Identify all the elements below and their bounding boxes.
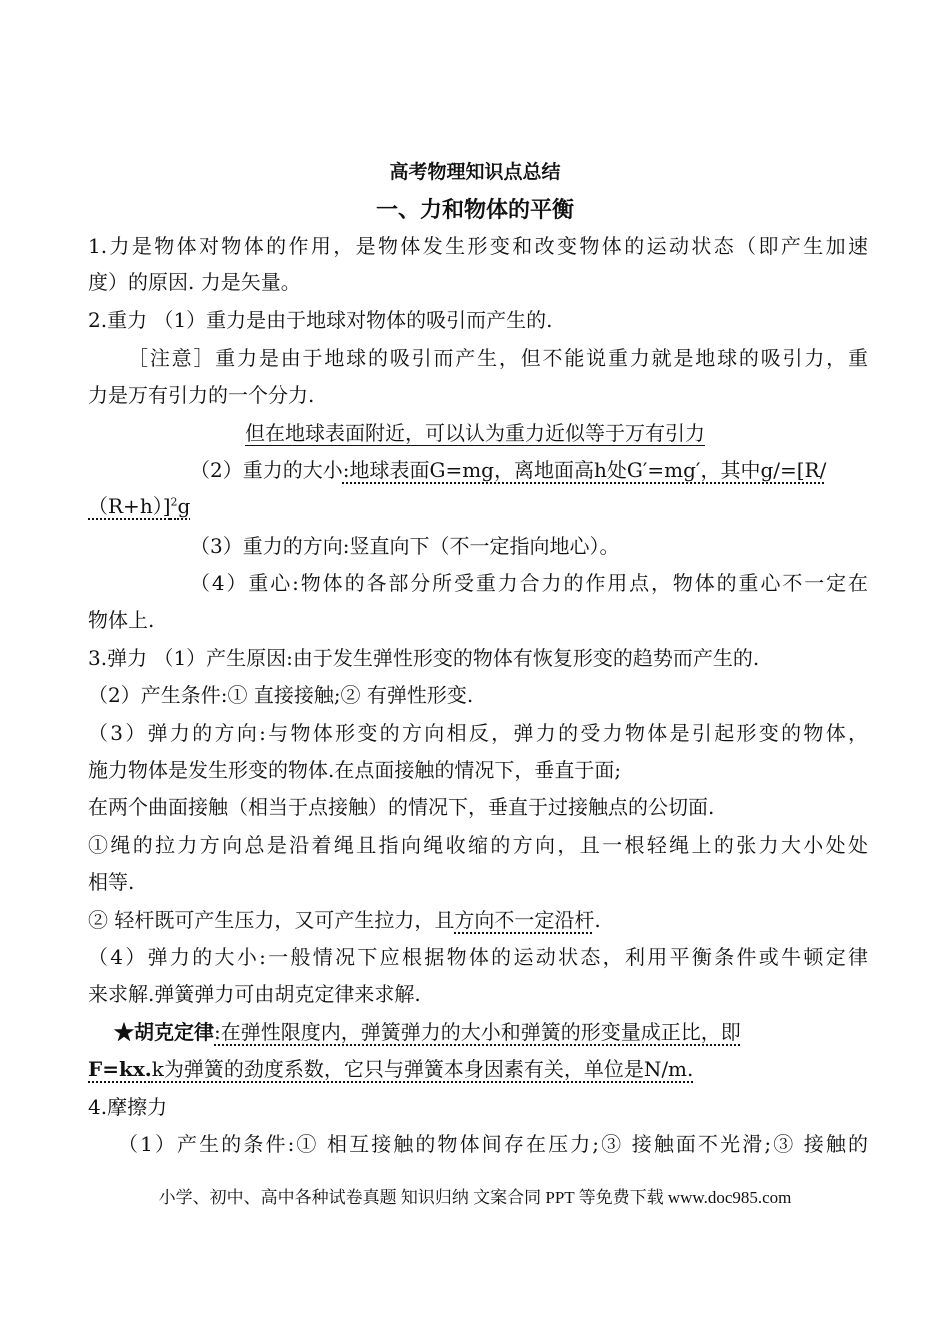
dotted-underlined-text: 方向不一定沿杆 — [454, 908, 595, 932]
paragraph-line: （4）重心:物体的各部分所受重力合力的作用点，物体的重心不一定在 — [190, 571, 868, 595]
page-footer: 小学、初中、高中各种试卷真题 知识归纳 文案合同 PPT 等免费下载 www.doc985.com — [158, 1188, 792, 1207]
paragraph-line: （3）弹力的方向:与物体形变的方向相反，弹力的受力物体是引起形变的物体， — [88, 721, 868, 745]
line-prefix: （2）重力的大小 — [190, 458, 343, 482]
paragraph-line: 物体上. — [88, 608, 155, 632]
paragraph-line: （4）弹力的大小:一般情况下应根据物体的运动状态，利用平衡条件或牛顿定律 — [88, 945, 868, 969]
paragraph-line: 4.摩擦力 — [88, 1095, 168, 1119]
underlined-line — [0, 419, 950, 447]
underlined-text: 但在地球表面附近，可以认为重力近似等于万有引力 — [245, 421, 705, 445]
paragraph-line: 相等. — [88, 870, 135, 894]
note-line: ［注意］重力是由于地球的吸引而产生，但不能说重力就是地球的吸引力，重 — [128, 346, 868, 370]
hooke-law-line — [88, 1055, 868, 1083]
paragraph-line: 3.弹力 （1）产生原因:由于发生弹性形变的物体有恢复形变的趋势而产生的. — [88, 646, 760, 670]
paragraph-line — [88, 492, 868, 520]
paragraph-line — [88, 906, 868, 934]
paragraph-line: 1.力是物体对物体的作用，是物体发生形变和改变物体的运动状态（即产生加速 — [88, 234, 868, 258]
line-prefix: ② 轻杆既可产生压力，又可产生拉力，且 — [88, 908, 455, 932]
paragraph-line: 施力物体是发生形变的物体.在点面接触的情况下，垂直于面; — [88, 758, 622, 782]
paragraph-line: 来求解.弹簧弹力可由胡克定律来求解. — [88, 982, 421, 1006]
section-title: 一、力和物体的平衡 — [375, 197, 574, 223]
paragraph-line: 在两个曲面接触（相当于点接触）的情况下，垂直于过接触点的公切面. — [88, 795, 715, 819]
note-line: 力是万有引力的一个分力. — [88, 383, 315, 407]
hooke-law-heading: ★胡克定律 — [114, 1020, 214, 1044]
line-end: . — [594, 908, 601, 932]
paragraph-line: 2.重力 （1）重力是由于地球对物体的吸引而产生的. — [88, 308, 553, 332]
paragraph-line: （3）重力的方向:竖直向下（不一定指向地心）。 — [190, 534, 620, 558]
document-title: 高考物理知识点总结 — [389, 161, 561, 183]
dotted-underlined-text: :地球表面G=mg，离地面高h处G′=mg′，其中g/=[R/ — [342, 458, 827, 482]
paragraph-line: （1）产生的条件:① 相互接触的物体间存在压力;③ 接触面不光滑;③ 接触的 — [118, 1132, 868, 1156]
dotted-underlined-formula: F=kx.k为弹簧的劲度系数，它只与弹簧本身因素有关，单位是N/m. — [88, 1057, 694, 1081]
hooke-law-line — [114, 1018, 868, 1046]
dotted-underlined-formula: （R+h）]$^2$g — [88, 494, 191, 518]
paragraph-line — [190, 456, 870, 484]
dotted-underlined-text: :在弹性限度内，弹簧弹力的大小和弹簧的形变量成正比，即 — [214, 1020, 741, 1044]
paragraph-line: 度）的原因. 力是矢量。 — [88, 270, 301, 294]
paragraph-line: ①绳的拉力方向总是沿着绳且指向绳收缩的方向，且一根轻绳上的张力大小处处 — [88, 833, 868, 857]
paragraph-line: （2）产生条件:① 直接接触;② 有弹性形变. — [88, 683, 474, 707]
